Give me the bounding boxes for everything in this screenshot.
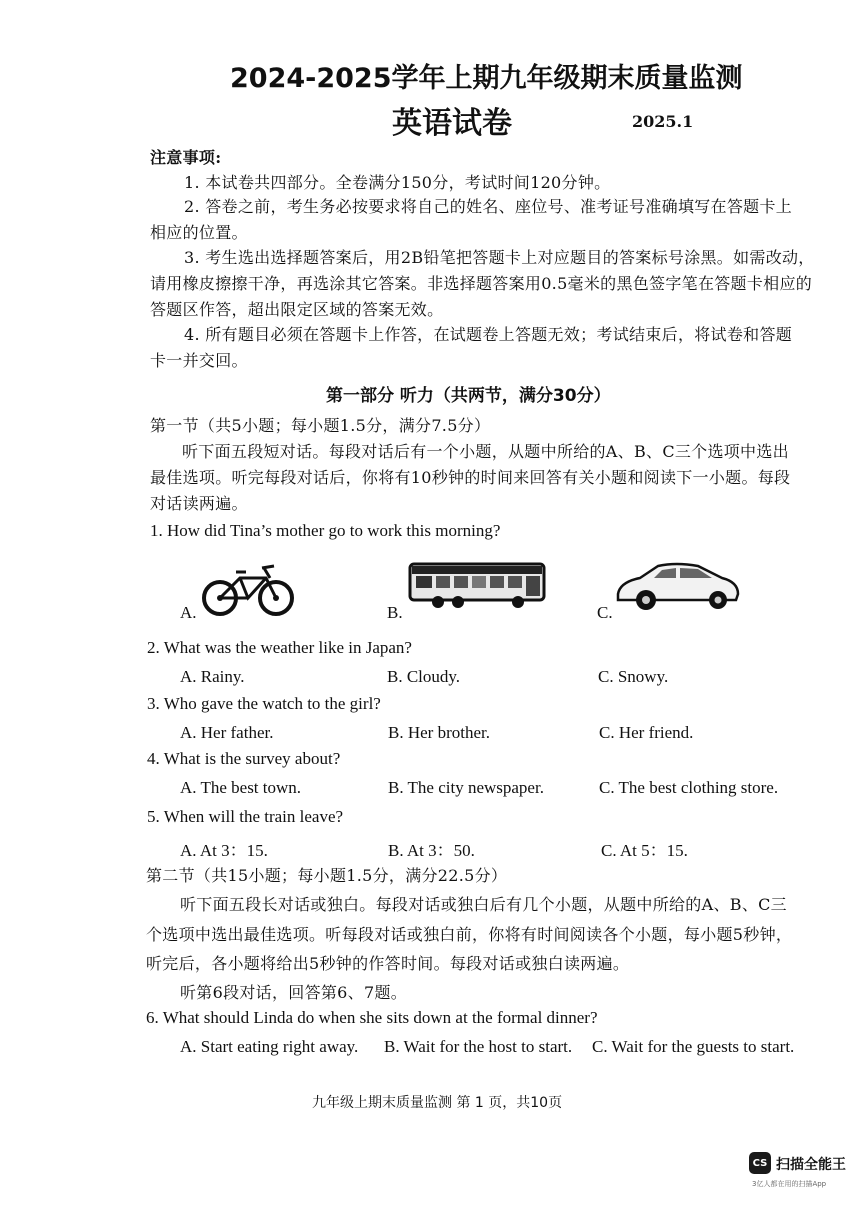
dialog-6-note: 听第6段对话，回答第6、7题。 — [180, 983, 408, 1002]
section2-instr-3: 听完后，各小题将给出5秒钟的作答时间。每段对话或独白读两遍。 — [146, 954, 630, 973]
scanner-tagline: 3亿人都在用的扫描App — [752, 1180, 827, 1188]
car-icon — [614, 560, 742, 614]
q5-option-a: A. At 3：15. — [180, 841, 268, 860]
section2-instr-1: 听下面五段长对话或独白。每段对话或独白后有几个小题，从题中所给的A、B、C三 — [180, 895, 787, 914]
q2-option-c: C. Snowy. — [598, 667, 669, 686]
section2-heading: 第二节（共15小题；每小题1.5分，满分22.5分） — [146, 866, 508, 885]
q4-option-b: B. The city newspaper. — [388, 778, 544, 797]
question-3: 3. Who gave the watch to the girl? — [147, 694, 381, 713]
notes-line-2: 2. 答卷之前，考生务必按要求将自己的姓名、座位号、准考证号准确填写在答题卡上 — [184, 197, 793, 216]
notes-line-1: 1. 本试卷共四部分。全卷满分150分，考试时间120分钟。 — [184, 173, 611, 192]
bicycle-icon — [200, 558, 296, 618]
section1-instr-1: 听下面五段短对话。每段对话后有一个小题，从题中所给的A、B、C三个选项中选出 — [182, 442, 789, 461]
q6-option-a: A. Start eating right away. — [180, 1037, 359, 1056]
section1-instr-3: 对话读两遍。 — [150, 494, 248, 513]
question-1: 1. How did Tina’s mother go to work this morning? — [150, 521, 501, 540]
question-4: 4. What is the survey about? — [147, 749, 341, 768]
q1-option-b: B. — [387, 603, 403, 622]
q4-option-a: A. The best town. — [180, 778, 302, 797]
notes-line-5: 请用橡皮擦擦干净，再选涂其它答案。非选择题答案用0.5毫米的黑色签字笔在答题卡相应的 — [150, 274, 813, 293]
section1-heading: 第一节（共5小题；每小题1.5分，满分7.5分） — [150, 416, 491, 435]
q6-option-c: C. Wait for the guests to start. — [592, 1037, 795, 1056]
section1-instr-2: 最佳选项。听完每段对话后，你将有10秒钟的时间来回答有关小题和阅读下一小题。每段 — [150, 468, 791, 487]
exam-subtitle: 英语试卷 — [392, 106, 512, 141]
page-footer: 九年级上期末质量监测 第 1 页，共10页 — [312, 1095, 563, 1111]
q1-option-a: A. — [180, 603, 197, 622]
q3-option-b: B. Her brother. — [388, 723, 490, 742]
notes-line-3: 相应的位置。 — [150, 223, 248, 242]
notes-line-6: 答题区作答，超出限定区域的答案无效。 — [150, 300, 444, 319]
q3-option-a: A. Her father. — [180, 723, 274, 742]
q1-option-c: C. — [597, 603, 613, 622]
question-2: 2. What was the weather like in Japan? — [147, 638, 412, 657]
q3-option-c: C. Her friend. — [599, 723, 694, 742]
exam-date: 2025.1 — [632, 112, 694, 131]
exam-title: 2024-2025学年上期九年级期末质量监测 — [230, 63, 743, 94]
section2-instr-2: 个选项中选出最佳选项。听每段对话或独白前，你将有时间阅读各个小题，每小题5秒钟， — [146, 925, 793, 944]
notes-line-7: 4. 所有题目必须在答题卡上作答，在试题卷上答题无效；考试结束后，将试卷和答题 — [184, 325, 793, 344]
q2-option-a: A. Rainy. — [180, 667, 245, 686]
q6-option-b: B. Wait for the host to start. — [384, 1037, 573, 1056]
part1-heading: 第一部分 听力（共两节，满分30分） — [326, 386, 611, 406]
q4-option-c: C. The best clothing store. — [599, 778, 779, 797]
q5-option-c: C. At 5：15. — [601, 841, 688, 860]
notes-line-4: 3. 考生选出选择题答案后，用2B铅笔把答题卡上对应题目的答案标号涂黑。如需改动， — [184, 248, 815, 267]
question-5: 5. When will the train leave? — [147, 807, 344, 826]
scanner-app-name: 扫描全能王 — [776, 1157, 846, 1173]
notes-line-8: 卡一并交回。 — [150, 351, 248, 370]
scanner-logo: CS — [749, 1152, 771, 1174]
bus-icon — [408, 562, 548, 610]
question-6: 6. What should Linda do when she sits down at the formal dinner? — [146, 1008, 598, 1027]
notes-heading: 注意事项: — [150, 148, 222, 167]
q5-option-b: B. At 3：50. — [388, 841, 475, 860]
q2-option-b: B. Cloudy. — [387, 667, 461, 686]
